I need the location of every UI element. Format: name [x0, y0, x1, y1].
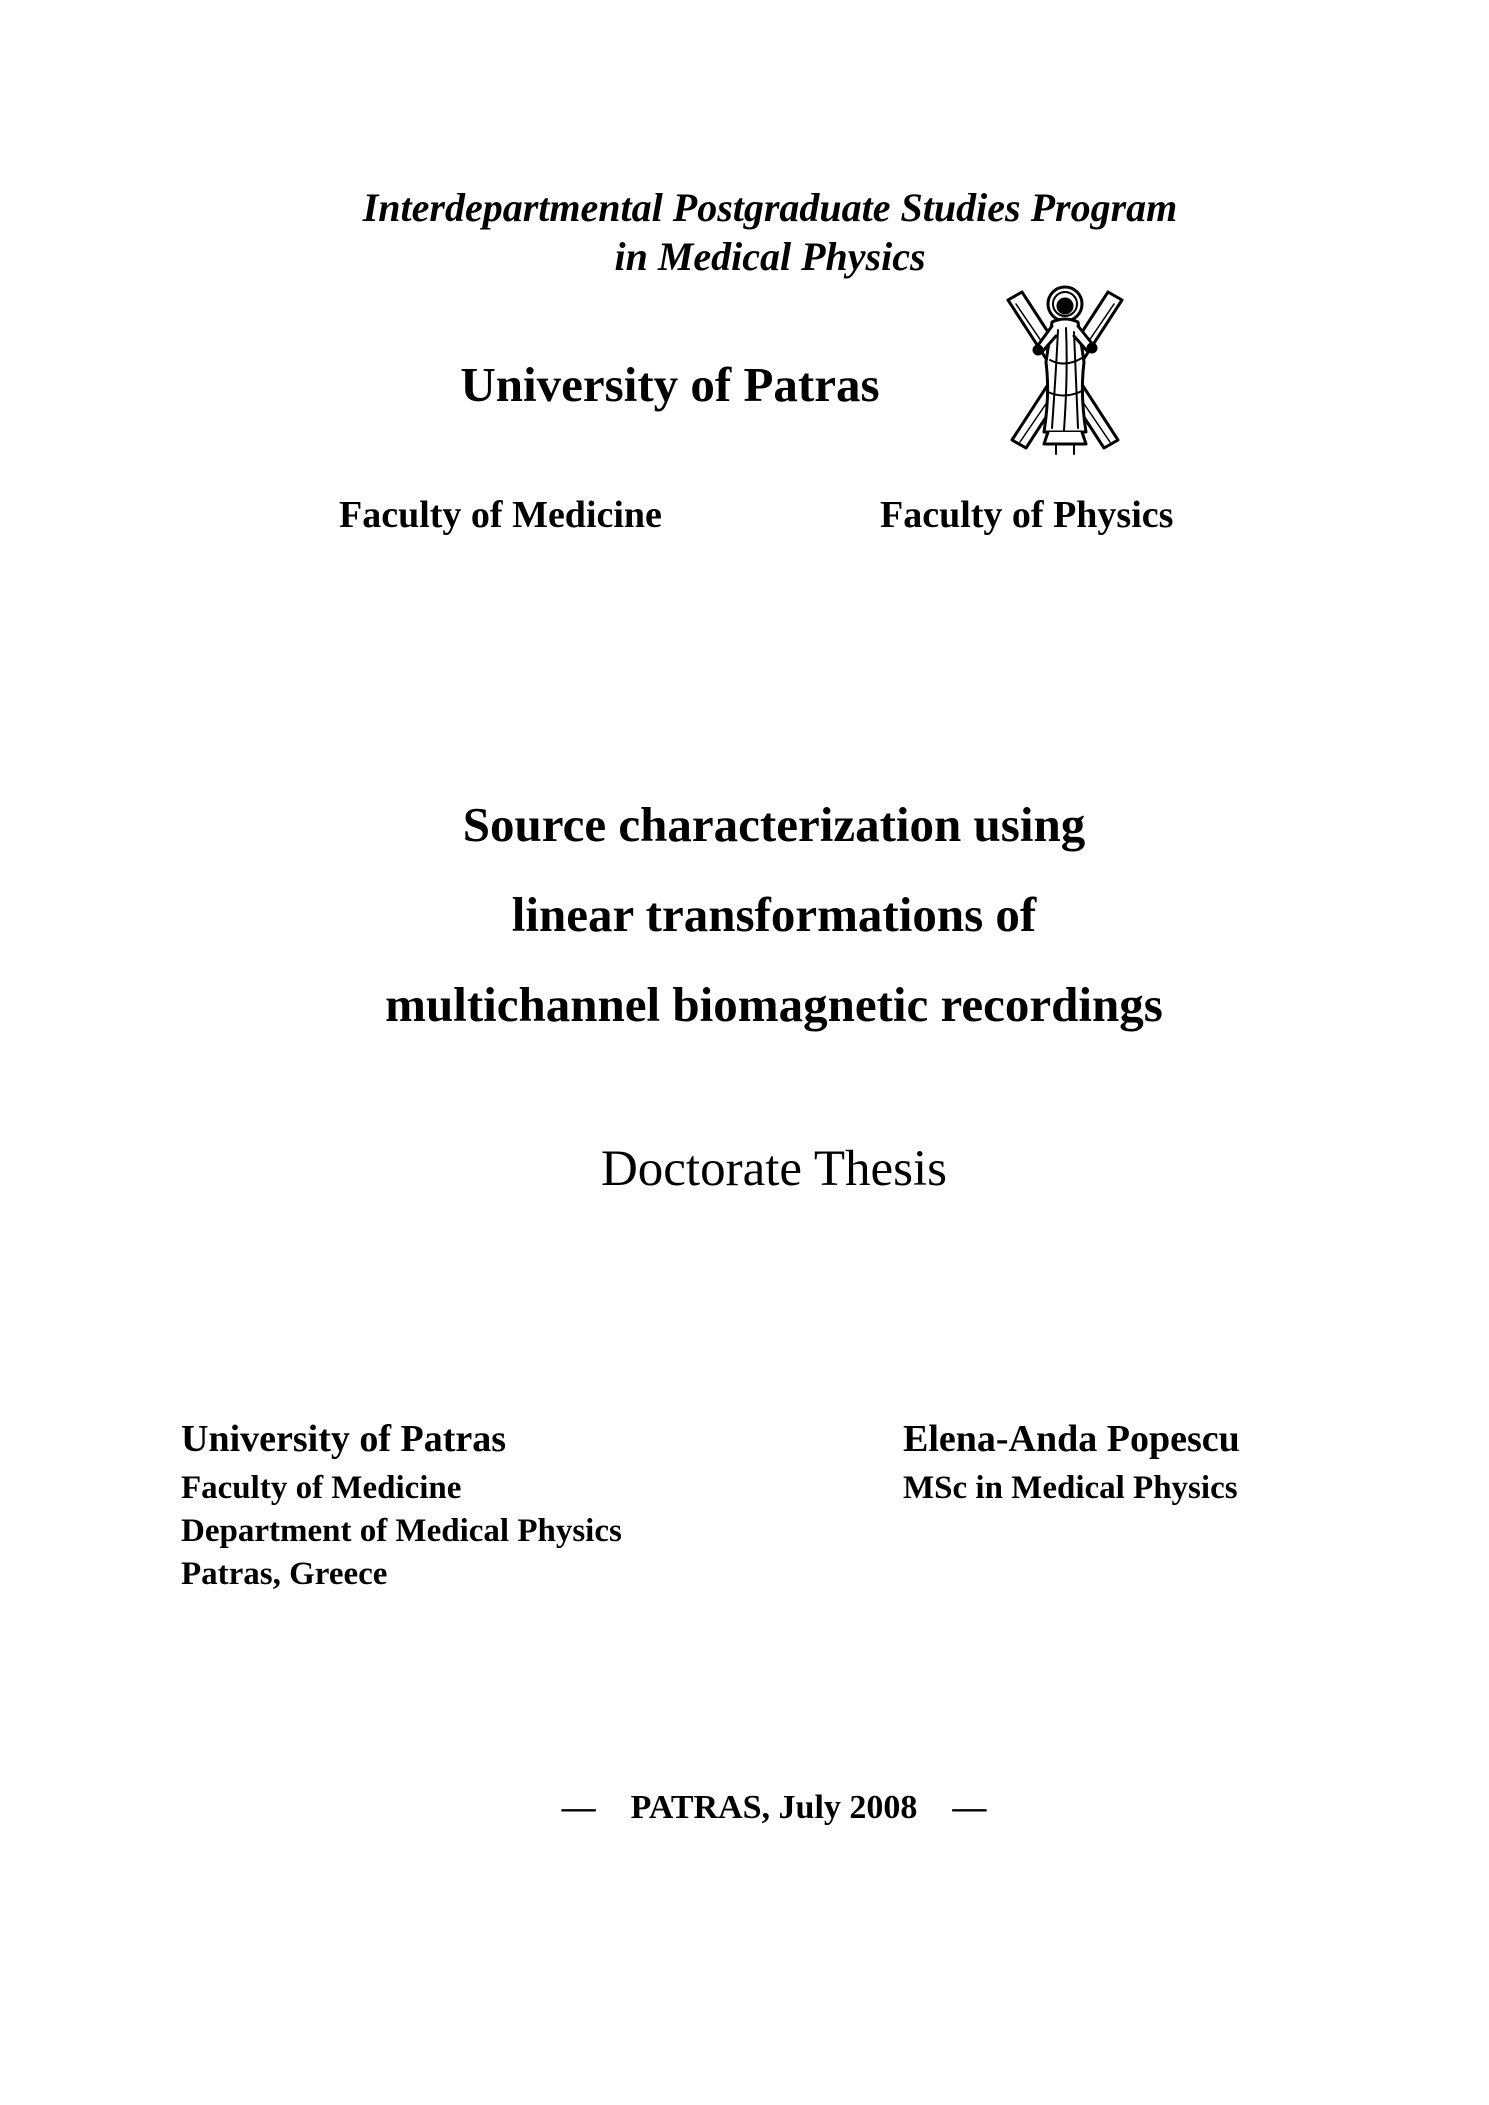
thesis-title-line1: Source characterization using: [462, 797, 1086, 852]
program-title-line1: Interdepartmental Postgraduate Studies Program: [362, 185, 1178, 230]
place-and-date: [0, 1786, 1489, 1830]
thesis-title-line3: multichannel biomagnetic recordings: [385, 977, 1163, 1032]
faculty-of-medicine: Faculty of Medicine: [339, 494, 662, 536]
faculty-of-physics: Faculty of Physics: [880, 494, 1174, 536]
affiliation-department: Department of Medical Physics: [181, 1513, 622, 1549]
university-seal-icon: [1000, 282, 1130, 458]
dash-right: —: [952, 1789, 987, 1826]
document-type: Doctorate Thesis: [600, 1141, 948, 1197]
affiliation-faculty: Faculty of Medicine: [181, 1470, 462, 1506]
affiliation-university: University of Patras: [181, 1418, 507, 1460]
thesis-title-line2: linear transformations of: [511, 887, 1037, 942]
author-name: Elena-Anda Popescu: [903, 1418, 1240, 1460]
program-title-line2: in Medical Physics: [614, 234, 926, 279]
place-date-text: PATRAS, July 2008: [630, 1789, 918, 1826]
author-degree: MSc in Medical Physics: [903, 1470, 1238, 1506]
dash-left: —: [561, 1789, 596, 1826]
university-title: University of Patras: [460, 357, 880, 412]
affiliation-city: Patras, Greece: [181, 1556, 388, 1592]
